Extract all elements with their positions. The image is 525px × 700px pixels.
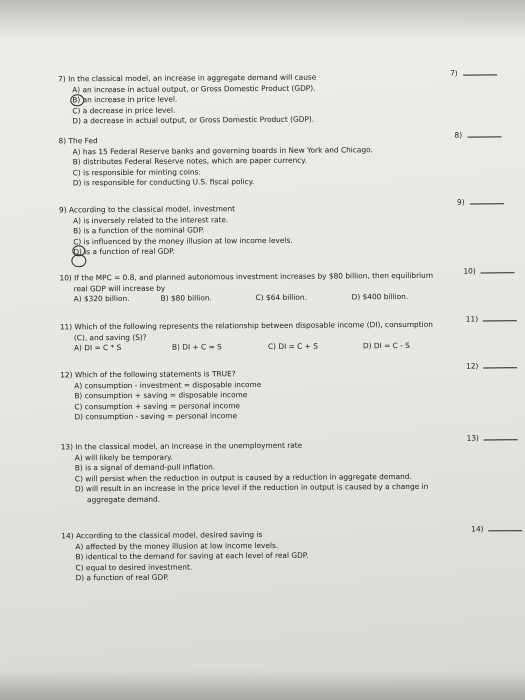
answer-label: 12) xyxy=(466,361,479,371)
answer-line xyxy=(470,197,504,204)
option-c: C) is influenced by the money illusion at low income levels. xyxy=(73,235,293,247)
question-13 xyxy=(61,439,481,505)
option-d: D) is responsible for conducting U.S. fiscal policy. xyxy=(72,177,255,188)
answer-line xyxy=(489,524,523,531)
question-14 xyxy=(61,529,461,585)
answer-label: 13) xyxy=(466,433,479,443)
answer-line xyxy=(483,361,517,368)
answer-label: 11) xyxy=(465,314,479,324)
question-8 xyxy=(59,134,459,190)
question-10 xyxy=(59,270,479,305)
question-number: 11) xyxy=(59,322,73,332)
question-stem: In the classical model, an increase in the unemployment rate xyxy=(75,440,303,452)
option-d-continued: aggregate demand. xyxy=(87,494,161,505)
option-c: C) is responsible for minting coins. xyxy=(72,167,201,178)
question-stem-line-2: (C), and saving (S)? xyxy=(73,332,147,342)
option-c: C) will persist when the reduction in output is caused by a reduction in aggregate demand. xyxy=(74,471,412,484)
answer-blank-9[interactable] xyxy=(457,197,504,206)
option-b: B) an increase in price level. xyxy=(72,94,178,105)
answer-blank-13[interactable] xyxy=(467,433,518,442)
option-d: D) consumption - saving = personal income xyxy=(74,411,238,422)
option-c: C) $64 billion. xyxy=(255,292,307,303)
question-11 xyxy=(60,319,480,354)
answer-label: 7) xyxy=(450,68,458,78)
answer-label: 10) xyxy=(463,266,476,276)
option-c: C) a decrease in price level. xyxy=(72,105,176,116)
answer-line xyxy=(463,68,497,75)
option-b: B) distributes Federal Reserve notes, which are paper currency. xyxy=(72,155,308,167)
option-d: D) $400 billion. xyxy=(351,292,409,302)
question-stem: According to the classical model, investment xyxy=(68,204,236,215)
option-c: C) consumption + saving = personal income xyxy=(74,400,240,412)
option-d: D) will result in an increase in the price level if the reduction in output is caused by a change in xyxy=(74,482,429,494)
question-number: 13) xyxy=(60,442,73,452)
option-a: A) an increase in actual output, or Gross Domestic Product (GDP). xyxy=(72,83,316,94)
question-12 xyxy=(60,368,460,424)
answer-line xyxy=(483,314,517,321)
answer-line xyxy=(481,266,515,273)
option-d: D) a decrease in actual output, or Gross Domestic Product (GDP). xyxy=(72,115,315,126)
option-b: B) $80 billion. xyxy=(160,293,212,303)
option-c: C) DI = C + S xyxy=(267,341,318,352)
answer-line xyxy=(484,433,518,440)
question-stem-line-2: real GDP will increase by xyxy=(73,283,166,293)
question-stem: The Fed xyxy=(68,136,98,146)
answer-blank-12[interactable] xyxy=(466,361,517,370)
option-d: D) DI = C - S xyxy=(362,341,410,351)
options-row xyxy=(60,341,480,355)
option-a: A) has 15 Federal Reserve banks and governing boards in New York and Chicago. xyxy=(72,144,373,156)
answer-blank-8[interactable] xyxy=(454,130,501,139)
options-row xyxy=(60,292,480,306)
option-b: B) is a signal of demand-pull inflation. xyxy=(74,462,216,473)
answer-line xyxy=(467,130,501,137)
question-number: 8) xyxy=(58,136,67,146)
page-shadow-bottom xyxy=(0,670,525,700)
answer-blank-14[interactable] xyxy=(471,524,522,533)
option-d: D) is a function of real GDP. xyxy=(73,246,175,257)
option-a: A) DI = C * S xyxy=(73,343,122,353)
option-a: A) consumption - investment = disposable income xyxy=(74,379,262,390)
question-7 xyxy=(58,72,458,128)
option-c: C) equal to desired investment. xyxy=(75,562,193,573)
option-a: A) is inversely related to the interest rate. xyxy=(73,214,229,225)
question-stem: In the classical model, an increase in aggregate demand will cause xyxy=(68,72,317,84)
question-number: 14) xyxy=(61,531,74,541)
answer-blank-11[interactable] xyxy=(466,314,517,323)
option-a: A) $320 billion. xyxy=(73,294,130,304)
option-b: B) consumption + saving = disposable income xyxy=(74,390,248,401)
option-b: B) is a function of the nominal GDP. xyxy=(73,225,205,236)
answer-blank-10[interactable] xyxy=(463,266,514,275)
option-d: D) a function of real GDP. xyxy=(75,573,169,583)
question-9 xyxy=(59,203,459,259)
question-stem-line-1: If the MPC = 0.8, and planned autonomous investment increases by $80 billion, then equilibrium xyxy=(74,270,434,283)
answer-label: 14) xyxy=(471,524,484,534)
question-number: 9) xyxy=(58,205,67,215)
answer-label: 8) xyxy=(454,130,463,140)
answer-blank-7[interactable] xyxy=(450,68,497,77)
question-stem-line-1: Which of the following represents the relationship between disposable income (DI), consumption xyxy=(74,319,433,332)
handwritten-circle-b xyxy=(70,94,84,106)
answer-label: 9) xyxy=(456,197,465,207)
question-number: 12) xyxy=(60,370,73,380)
option-a: A) affected by the money illusion at low income levels. xyxy=(75,540,279,551)
option-b: B) identical to the demand for saving at each level of real GDP. xyxy=(75,550,309,562)
question-stem: Which of the following statements is TRUE? xyxy=(74,369,236,380)
question-number: 10) xyxy=(59,273,72,283)
option-b: B) DI + C = S xyxy=(171,342,222,352)
handwritten-circle-d xyxy=(71,254,86,267)
option-a: A) will likely be temporary. xyxy=(74,452,173,462)
question-stem: According to the classical model, desired saving is xyxy=(75,530,263,541)
question-number: 7) xyxy=(58,74,66,84)
